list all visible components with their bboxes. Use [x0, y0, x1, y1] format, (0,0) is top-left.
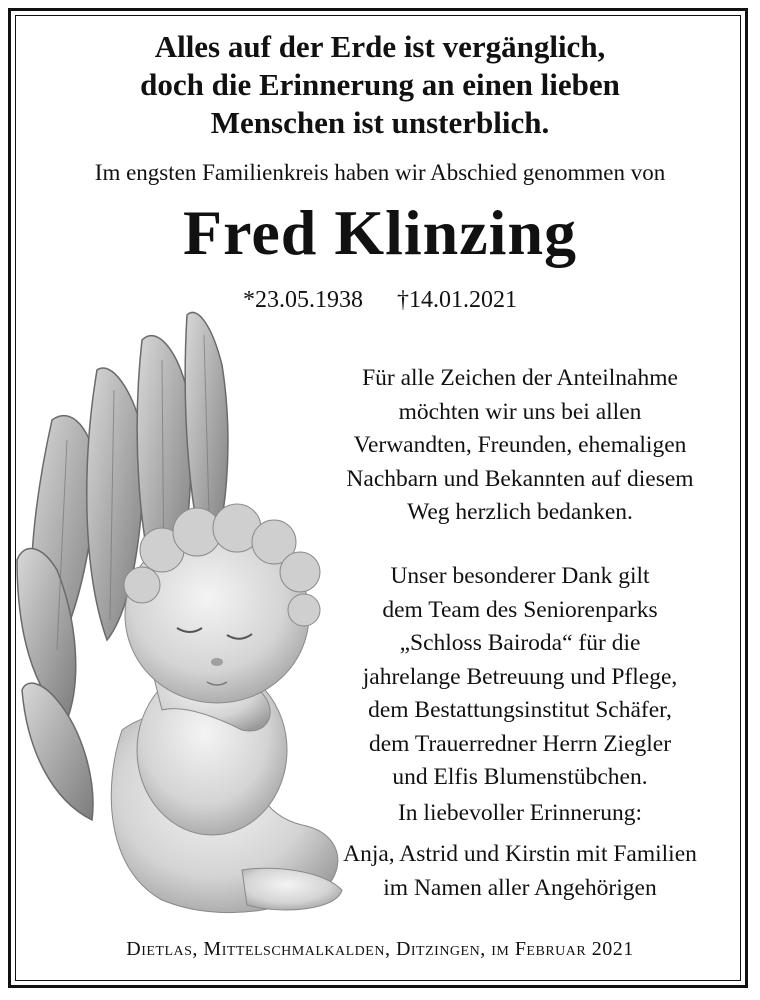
text-line: dem Trauerredner Herrn Ziegler [368, 730, 672, 757]
text-line: dem Bestattungsinstitut Schäfer, [368, 697, 672, 723]
closing-line: In liebevoller Erinnerung: [397, 800, 643, 826]
text-line: Unser besonderer Dank gilt [390, 563, 650, 589]
life-dates [0, 287, 760, 314]
deceased-name: Fred Klinzing [182, 197, 578, 268]
thanks-paragraph-2 [300, 560, 740, 795]
text-line: dem Team des Seniorenparks [382, 596, 658, 623]
place-and-date: Dietlas, Mittelschmalkalden, Ditzingen, im Februar 2021 [126, 938, 634, 960]
signer-line: im Namen aller Angehörigen [383, 874, 657, 901]
text-line: jahrelange Betreuung und Pflege, [362, 663, 678, 690]
text-line: Verwandten, Freunden, ehemaligen [353, 432, 687, 458]
signers [300, 838, 740, 905]
intro-text: Im engsten Familienkreis haben wir Abschied genommen von [94, 160, 666, 185]
motto-line: Menschen ist unsterblich. [210, 105, 550, 140]
motto-line: doch die Erinnerung an einen lieben [140, 67, 620, 102]
motto-line: Alles auf der Erde ist vergänglich, [154, 29, 606, 64]
text-line: Weg herzlich bedanken. [407, 499, 633, 525]
text-line: Nachbarn und Bekannten auf diesem [346, 465, 694, 492]
text-line: „Schloss Bairoda“ für die [399, 630, 641, 656]
thanks-paragraph-1 [300, 362, 740, 530]
text-line: möchten wir uns bei allen [398, 398, 642, 425]
text-line: und Elfis Blumenstübchen. [392, 764, 648, 790]
signer-line: Anja, Astrid und Kirstin mit Familien [343, 841, 697, 867]
text-line: Für alle Zeichen der Anteilnahme [362, 365, 678, 391]
birth-date: *23.05.1938 [243, 287, 363, 313]
motto-quote [0, 28, 760, 142]
death-date: †14.01.2021 [397, 287, 517, 313]
